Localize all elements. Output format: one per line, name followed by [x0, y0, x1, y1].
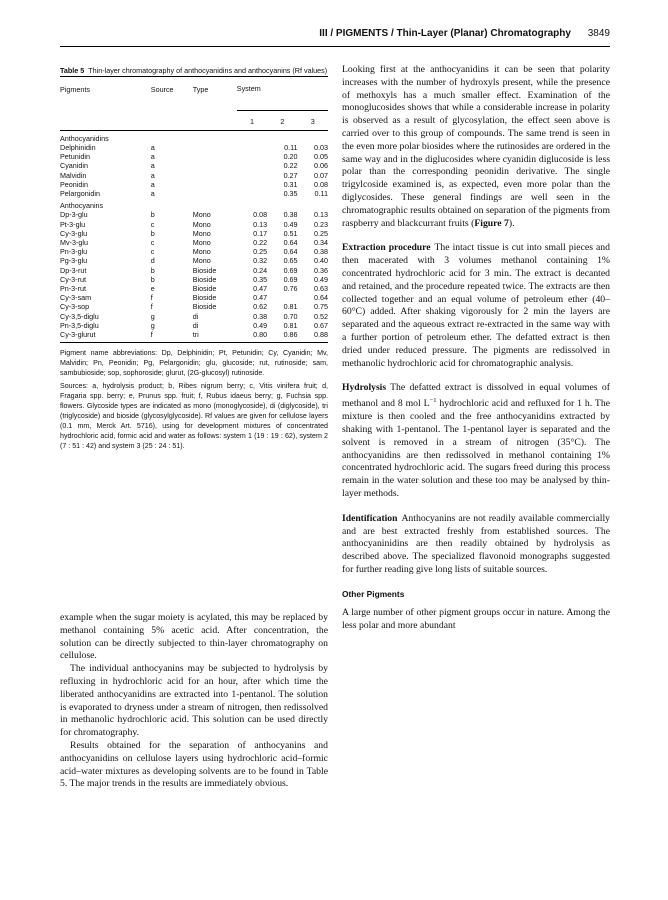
- table-body: [60, 130, 328, 342]
- cell-source: f: [150, 302, 153, 312]
- cell-source: c: [150, 219, 155, 229]
- cell-system-1: 0.24: [253, 265, 268, 275]
- cell-system-1: 0.35: [253, 274, 268, 284]
- cell-pigment: Mv-3-glu: [60, 238, 88, 248]
- cell-system-3: 0.25: [314, 228, 328, 238]
- cell-type: [193, 180, 237, 189]
- cell-system-1: 0.38: [253, 311, 268, 321]
- cell-system-3: 0.03: [314, 143, 328, 153]
- hydrolysis-heading: Hydrolysis: [342, 382, 387, 394]
- cell-type: [193, 143, 237, 152]
- other-pigments-heading: Other Pigments: [342, 588, 405, 599]
- identification-paragraph: [342, 513, 610, 577]
- cell-system-3: 0.11: [314, 189, 328, 199]
- cell-pigment: Cyanidin: [60, 161, 88, 171]
- cell-system-2: 0.64: [283, 247, 298, 257]
- cell-pigment: Pg-3-glu: [60, 256, 88, 266]
- cell-type: [193, 152, 237, 161]
- cell-source: d: [150, 256, 155, 266]
- cell-system-1: [237, 143, 267, 152]
- cell-type: di: [192, 320, 199, 330]
- cell-type: [193, 161, 237, 170]
- left-column: [60, 62, 328, 453]
- cell-pigment: Cy-3,5-diglu: [60, 311, 99, 321]
- cell-type: Mono: [192, 228, 211, 238]
- table-row: [60, 180, 328, 189]
- page-number: 3849: [587, 28, 610, 39]
- cell-system-1: 0.49: [253, 320, 268, 330]
- footnote-abbreviations: Pigment name abbreviations: Dp, Delphinidin; Pt, Petunidin; Cy, Cyanidin; Mv, Malvidin; Pn, Peonidin; Pg, Pelargonidin; glu, glucoside; rut, rutinoside; sam, sambubioside; sop, sophoroside; glurut, (2G-glucosyl) rutinoside.: [60, 349, 328, 378]
- cell-type: Mono: [192, 238, 211, 248]
- cell-pigment: Dp-3-rut: [60, 265, 87, 275]
- cell-type: Bioside: [192, 302, 217, 312]
- cell-system-2: 0.51: [283, 228, 298, 238]
- cell-system-3: 0.13: [314, 210, 328, 220]
- cell-type: [193, 189, 237, 198]
- cell-source: c: [150, 238, 155, 248]
- cell-system-2: [267, 293, 297, 302]
- running-title: III / PIGMENTS / Thin-Layer (Planar) Chromatography: [319, 28, 571, 39]
- table-caption: [60, 66, 328, 76]
- cell-pigment: Petunidin: [60, 152, 90, 162]
- table-row: [60, 275, 328, 284]
- hydrolysis-sup: −1: [429, 397, 437, 405]
- table-row: [60, 284, 328, 293]
- cell-system-2: 0.35: [283, 189, 298, 199]
- other-pigments-text: A large number of other pigment groups occur in nature. Among the less polar and more abundant: [342, 606, 610, 631]
- table-row: [60, 312, 328, 321]
- right-column: [342, 64, 610, 632]
- table-row: [60, 266, 328, 275]
- right-paragraph-1-end: ).: [508, 217, 515, 229]
- cell-system-1: [237, 152, 267, 161]
- table-row: [60, 330, 328, 343]
- cell-source: a: [150, 143, 155, 153]
- cell-system-2: 0.20: [283, 152, 298, 162]
- left-paragraph-1: example when the sugar moiety is acylated, this may be replaced by methanol containing 5% acetic acid. After concentration, the solution can be directly subjected to thin-layer chromatography on cellulose.: [60, 612, 328, 662]
- col-pigments: Pigments: [60, 84, 90, 94]
- cell-system-1: [237, 189, 267, 198]
- cell-type: Bioside: [192, 265, 217, 275]
- cell-system-1: [237, 171, 267, 180]
- cell-system-1: 0.13: [253, 219, 268, 229]
- cell-pigment: Pn-3-glu: [60, 247, 88, 257]
- cell-source: f: [150, 330, 153, 340]
- cell-system-1: 0.80: [253, 330, 268, 340]
- identification-heading: Identification: [342, 512, 398, 524]
- cell-system-3: 0.34: [314, 238, 328, 248]
- footnote-sources: Sources: a, hydrolysis product; b, Ribes nigrum berry; c, Vitis vinifera fruit; d, Fragaria spp. berry; e, Prunus spp. fruit; f, Rubus idaeus berry; g, Fuchsia spp. flowers. Glycoside types are indicated as mono (monoglycoside), di (diglycoside), tri (triglycoside) and bioside (glycosylglycoside). Rf values are given for cellulose layers (0.1 mm, Merck Art. 5716), using for development mixtures of concentrated hydrochloric acid, formic acid and water as follows: system 1 (19 : 19 : 62), system 2 (7 : 51 : 42) and system 3 (25 : 24 : 51).: [60, 381, 328, 451]
- cell-system-2: 0.76: [283, 284, 298, 294]
- cell-type: di: [192, 311, 199, 321]
- cell-pigment: Pn-3-rut: [60, 284, 86, 294]
- cell-pigment: Cy-3-rut: [60, 274, 86, 284]
- cell-system-3: 0.08: [314, 179, 328, 189]
- cell-system-3: 0.07: [314, 170, 328, 180]
- cell-source: a: [150, 189, 155, 199]
- cell-system-3: 0.64: [314, 293, 328, 303]
- rf-table: [60, 76, 328, 343]
- cell-system-1: 0.22: [253, 238, 268, 248]
- cell-system-2: 0.49: [283, 219, 298, 229]
- cell-system-3: 0.23: [314, 219, 328, 229]
- cell-type: Bioside: [192, 284, 217, 294]
- cell-system-3: 0.49: [314, 274, 328, 284]
- table-row: [60, 189, 328, 198]
- table-row: [60, 247, 328, 256]
- cell-system-3: 0.36: [314, 265, 328, 275]
- cell-pigment: Malvidin: [60, 170, 87, 180]
- cell-system-3: 0.75: [314, 302, 328, 312]
- cell-system-2: 0.81: [283, 302, 298, 312]
- table-row: [60, 171, 328, 180]
- cell-system-1: 0.32: [253, 256, 268, 266]
- cell-source: g: [150, 320, 155, 330]
- table-row: [60, 210, 328, 219]
- cell-type: Mono: [192, 219, 211, 229]
- cell-system-1: [237, 161, 267, 170]
- cell-type: Bioside: [192, 293, 217, 303]
- cell-pigment: Cy-3-glurut: [60, 330, 96, 340]
- cell-source: a: [150, 179, 155, 189]
- cell-system-1: 0.62: [253, 302, 268, 312]
- cell-type: Mono: [192, 247, 211, 257]
- cell-system-3: 0.06: [314, 161, 328, 171]
- cell-system-2: 0.31: [283, 179, 298, 189]
- cell-system-2: 0.22: [283, 161, 298, 171]
- cell-pigment: Cy-3-glu: [60, 228, 88, 238]
- cell-system-2: 0.81: [283, 320, 298, 330]
- extraction-paragraph: [342, 242, 610, 370]
- cell-source: c: [150, 247, 155, 257]
- cell-system-2: 0.70: [283, 311, 298, 321]
- cell-pigment: Pn-3,5-diglu: [60, 320, 99, 330]
- hydrolysis-text-a: The defatted extract is dissolved in equal volumes of methanol and 8 mol L: [342, 382, 610, 410]
- hydrolysis-text-b: hydrochloric acid and refluxed for 1 h. The mixture is then cooled and the free anthocyanidins extracted by shaking with 1-pentanol. The 1-pentanol layer is separated and the solvent is removed in a stream of nitrogen (35°C). The anthocyanidins are then redissolved in methanol containing 1% concentrated hydrochloric acid. The sugars freed during this process remain in the water solution and these too may be analysed by thin-layer methods.: [342, 398, 610, 499]
- cell-system-1: 0.47: [253, 284, 268, 294]
- cell-system-2: 0.69: [283, 274, 298, 284]
- cell-pigment: Cy-3-sop: [60, 302, 90, 312]
- col-system-1: 1: [237, 110, 267, 130]
- cell-type: tri: [192, 330, 199, 340]
- cell-source: a: [150, 161, 155, 171]
- cell-source: a: [150, 152, 155, 162]
- col-system: System: [236, 84, 261, 94]
- cell-system-1: [237, 180, 267, 189]
- cell-system-2: 0.65: [283, 256, 298, 266]
- extraction-text: The intact tissue is cut into small pieces and then macerated with 3 volumes methanol containing 1% concentrated hydrochloric acid for 3 min. The extract is decanted and retained, and the procedure repeated twice. The extracts are then collected together and an equal volume of petroleum ether (40–60°C) added. After shaking vigorously for 2 min the layers are separated and the aqueous extract re-extracted in the same way with a further portion of petroleum ether. The defatted extract is then dried under reduced pressure. The pigments are redissolved in methanolic hydrochloric acid for chromatographic analysis.: [342, 242, 610, 369]
- cell-system-3: 0.05: [314, 152, 328, 162]
- cell-system-3: 0.88: [314, 330, 328, 340]
- cell-source: g: [150, 311, 155, 321]
- right-paragraph-1-text: Looking first at the anthocyanidins it can be seen that polarity increases with the number of hydroxyls present, while the presence of methoxyls has a much smaller effect. Examination of the monoglucosides shows that while a considerable increase in polarity is observed as a result of glycosylation, the effect seen above is carried over to this group of compounds. The same trend is seen in the even more polar biosides where the rutinosides are ordered in the same way and in the diglucosides where cyanidin diglucoside is less polar than the corresponding peonidin derivative. The single trigylcoside examined is, as expected, even more polar than the diglycosides. These general findings are well seen in the chromatographic results obtained on separation of the pigments from raspberry and blackcurrant fruits (: [342, 64, 610, 229]
- figure-reference: Figure 7: [474, 217, 509, 229]
- left-paragraph-3: Results obtained for the separation of anthocyanins and anthocyanidins on cellulose layers using hydrochloric acid–formic acid–water mixtures as developing solvents are to be found in Table 5. The major trends in the results are immediately obvious.: [60, 739, 328, 790]
- left-paragraph-2: The individual anthocyanins may be subjected to hydrolysis by refluxing in hydrochloric acid for an hour, after which time the liberated anthocyanidins are extracted into 1-pentanol. The solution is evaporated to dryness under a stream of nitrogen, then redissolved in methanolic hydrochloric acid. This solution can be used directly for chromatography.: [60, 663, 328, 739]
- table-label: Table 5: [60, 66, 85, 75]
- cell-system-1: 0.47: [253, 293, 268, 303]
- cell-pigment: Cy-3-sam: [60, 293, 92, 303]
- table-row: [60, 321, 328, 330]
- cell-system-3: 0.40: [314, 256, 328, 266]
- table-row: [60, 220, 328, 229]
- cell-system-2: 0.69: [283, 265, 298, 275]
- col-source: Source: [150, 84, 174, 94]
- table-row: [60, 161, 328, 170]
- cell-pigment: Delphinidin: [60, 143, 96, 153]
- cell-pigment: Pelargonidin: [60, 189, 100, 199]
- table-row: [60, 238, 328, 247]
- cell-type: Mono: [192, 256, 211, 266]
- cell-system-2: 0.38: [283, 210, 298, 220]
- cell-source: b: [150, 210, 155, 220]
- cell-pigment: Pt-3-glu: [60, 219, 86, 229]
- cell-type: Mono: [192, 210, 211, 220]
- cell-system-1: 0.08: [253, 210, 268, 220]
- table-row: [60, 143, 328, 152]
- table-footnotes: [60, 348, 328, 451]
- right-paragraph-1: [342, 64, 610, 230]
- cell-pigment: Peonidin: [60, 179, 88, 189]
- cell-type: [193, 171, 237, 180]
- col-system-3: 3: [298, 110, 328, 130]
- cell-source: a: [150, 170, 155, 180]
- cell-system-2: 0.64: [283, 238, 298, 248]
- col-type: Type: [192, 84, 209, 94]
- cell-system-3: 0.38: [314, 247, 328, 257]
- cell-system-1: 0.25: [253, 247, 268, 257]
- cell-system-3: 0.63: [314, 284, 328, 294]
- table-group-row: [60, 198, 328, 210]
- identification-text: Anthocyanins are not readily available commercially and are best extracted freshly from established sources. The anthocyaninidins are then readily obtained by hydrolysis as described above. The specialized flavonoid monographs suggested for further reading give long lists of suitable sources.: [342, 512, 610, 575]
- cell-pigment: Dp-3-glu: [60, 210, 88, 220]
- table-group-title: Anthocyanins: [60, 201, 104, 211]
- table-group-title: Anthocyanidins: [60, 133, 109, 143]
- cell-source: b: [150, 274, 155, 284]
- table-group-row: [60, 130, 328, 143]
- table-row: [60, 293, 328, 302]
- extraction-heading: Extraction procedure: [342, 242, 431, 254]
- cell-system-2: 0.11: [284, 143, 298, 153]
- cell-type: Bioside: [192, 274, 217, 284]
- cell-source: b: [150, 265, 155, 275]
- table-row: [60, 256, 328, 265]
- cell-system-3: 0.52: [314, 311, 328, 321]
- cell-system-1: 0.17: [253, 228, 268, 238]
- table-row: [60, 302, 328, 311]
- table-caption-text: Thin-layer chromatography of anthocyanidins and anthocyanins (Rf values): [88, 66, 328, 75]
- cell-system-2: 0.27: [283, 170, 298, 180]
- left-body-text: [60, 612, 328, 791]
- col-system-2: 2: [267, 110, 297, 130]
- table-row: [60, 152, 328, 161]
- cell-source: e: [150, 284, 155, 294]
- running-header: [60, 22, 610, 47]
- cell-system-2: 0.86: [283, 330, 298, 340]
- cell-source: f: [150, 293, 153, 303]
- cell-source: b: [150, 228, 155, 238]
- cell-system-3: 0.67: [314, 320, 328, 330]
- hydrolysis-paragraph: [342, 382, 610, 500]
- table-row: [60, 229, 328, 238]
